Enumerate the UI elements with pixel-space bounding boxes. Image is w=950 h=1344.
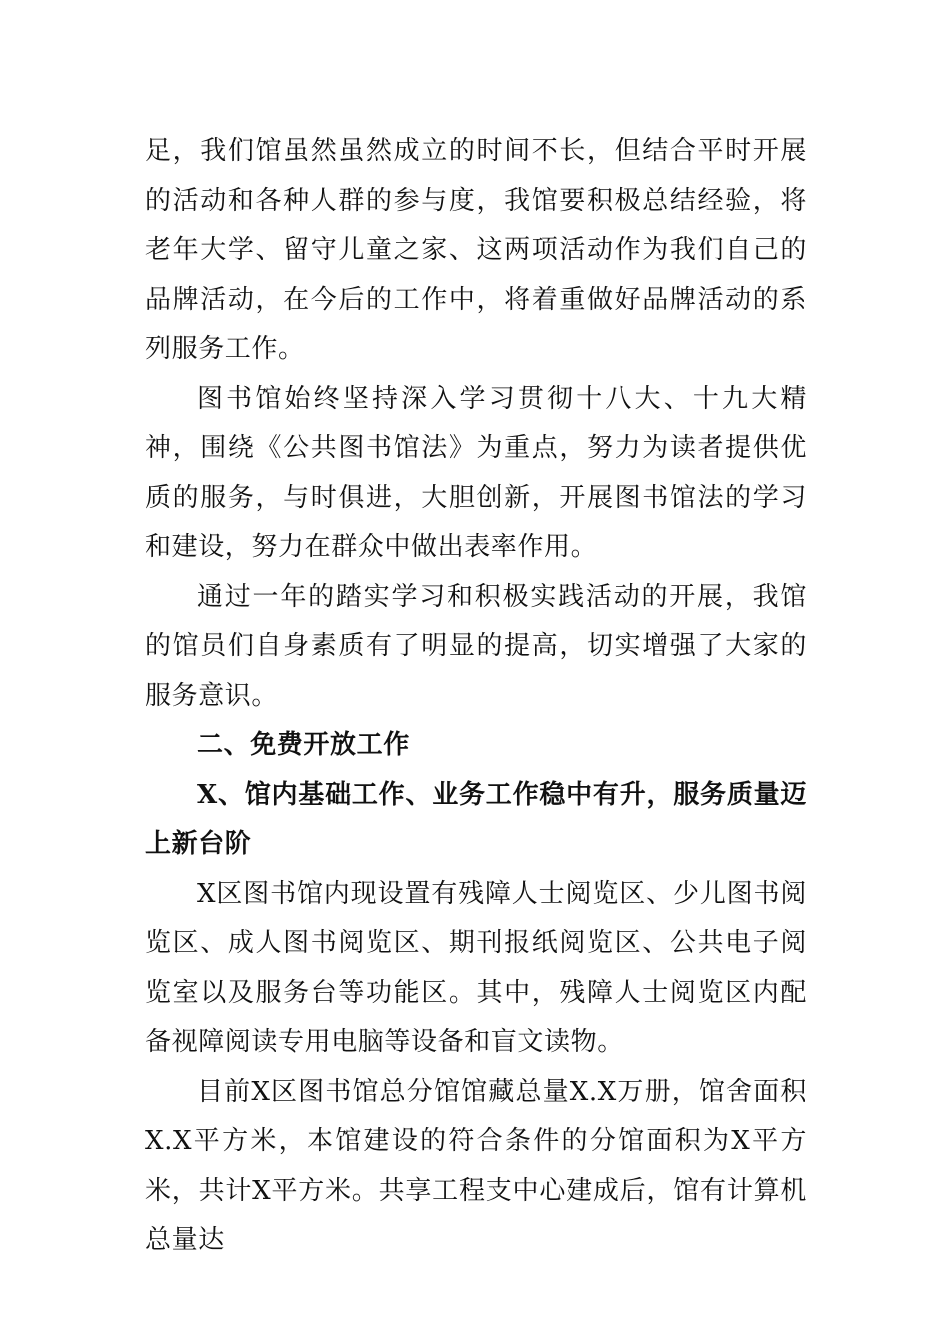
document-page bbox=[145, 127, 807, 1266]
paragraph-study-spirit: 图书馆始终坚持深入学习贯彻十八大、十九大精神，围绕《公共图书馆法》为重点，努力为读者提供优质的服务，与时俱进，大胆创新，开展图书馆法的学习和建设，努力在群众中做出表率作用。 bbox=[145, 383, 807, 562]
paragraph-continuation: 足，我们馆虽然虽然成立的时间不长，但结合平时开展的活动和各种人群的参与度，我馆要积极总结经验，将老年大学、留守儿童之家、这两项活动作为我们自己的品牌活动，在今后的工作中，将着重做好品牌活动的系列服务工作。 bbox=[145, 136, 807, 364]
subsection-heading-basic-work: X、馆内基础工作、业务工作稳中有升，服务质量迈上新台阶 bbox=[145, 779, 807, 859]
section-heading-free-opening: 二、免费开放工作 bbox=[197, 730, 410, 760]
paragraph-reading-areas: X区图书馆内现设置有残障人士阅览区、少儿图书阅览区、成人图书阅览区、期刊报纸阅览区、公共电子阅览室以及服务台等功能区。其中，残障人士阅览区内配备视障阅读专用电脑等设备和盲文读物。 bbox=[145, 878, 807, 1057]
paragraph-staff-quality: 通过一年的踏实学习和积极实践活动的开展，我馆的馆员们自身素质有了明显的提高，切实增强了大家的服务意识。 bbox=[145, 581, 807, 711]
paragraph-collection-stats: 目前X区图书馆总分馆馆藏总量X.X万册，馆舍面积X.X平方米，本馆建设的符合条件的分馆面积为X平方米，共计X平方米。共享工程支中心建成后，馆有计算机总量达 bbox=[145, 1076, 807, 1255]
